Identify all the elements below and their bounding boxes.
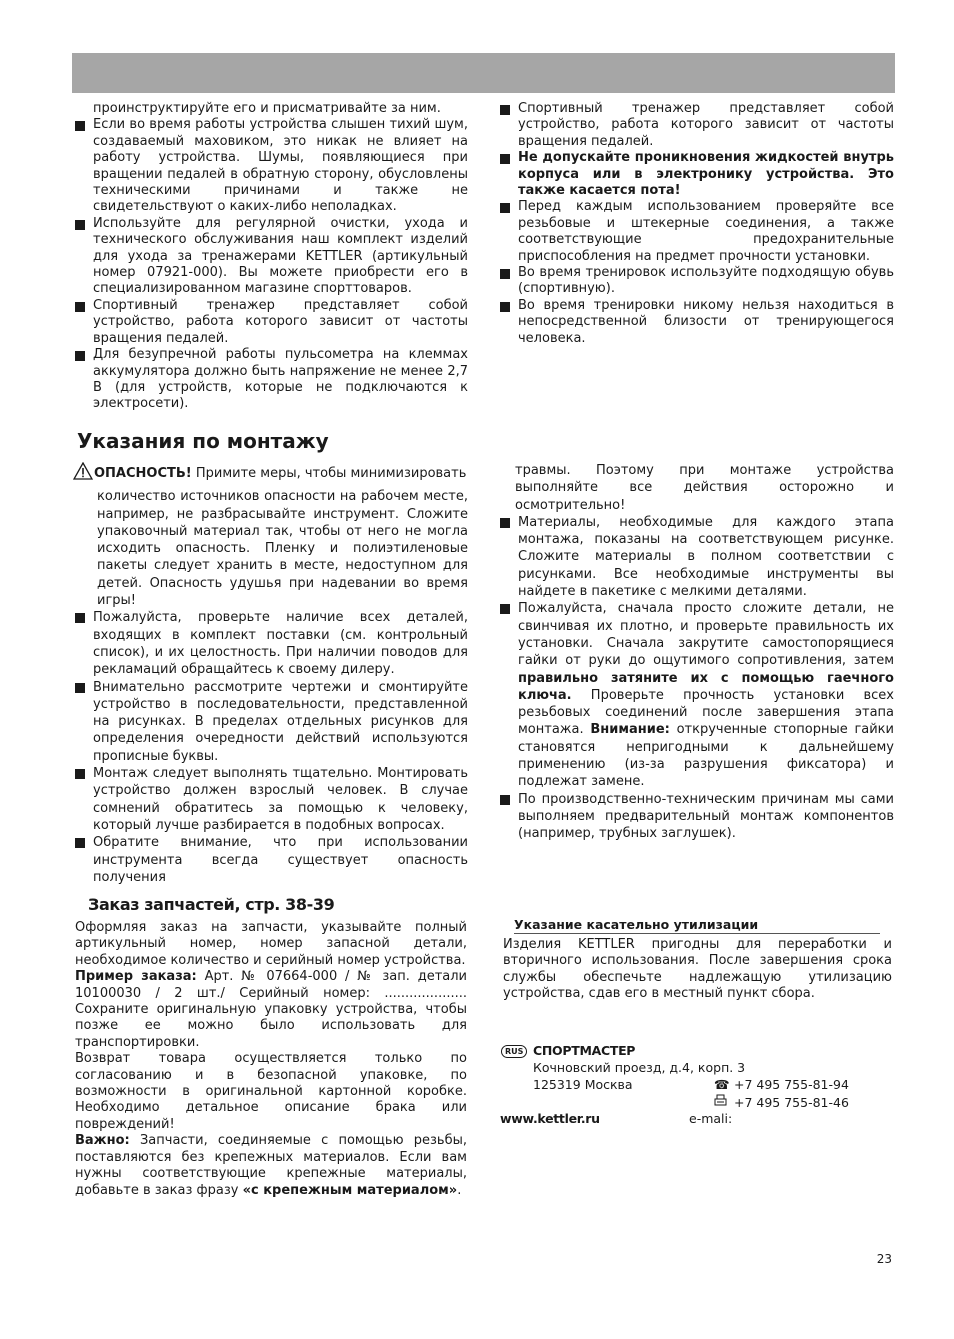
danger-paragraph <box>73 462 468 485</box>
list-item: Монтаж следует выполнять тщательно. Монтировать устройство должен взрослый человек. В случае сомнений обратитесь за помощью к человеку, который лучше разбирается в подобных вопросах. <box>73 765 468 834</box>
list-item: Во время тренировки никому нельзя находиться в непосредственной близости от тренирующегося человека. <box>498 298 894 347</box>
list-item: Используйте для регулярной очистки, ухода и технического обслуживания наш комплект изделий для ухода за тренажерами KETTLER (артикульный номер 07921-000). Вы можете приобрести его в специализированном магазине спорттоваров. <box>73 216 468 298</box>
assembly-title: Указания по монтажу <box>77 429 329 453</box>
danger-label: ОПАСНОСТЬ! <box>94 466 192 481</box>
country-code: RUS <box>501 1045 527 1058</box>
header-bar <box>72 53 895 93</box>
email-label: e-mali: <box>689 1111 733 1126</box>
list-item: Спортивный тренажер представляет собой устройство, работа которого зависит от частоты вращения педалей. <box>498 101 894 150</box>
country-badge <box>501 1042 527 1058</box>
attention-label: Внимание: <box>590 722 670 738</box>
fax-icon <box>714 1094 734 1111</box>
parts-paragraph <box>75 969 467 1051</box>
disposal-text: Изделия KETTLER пригодны для переработки и вторичного использования. После завершения срока службы обеспечьте надлежащую утилизацию устройства, сдав его в местный пункт сбора. <box>503 937 892 1002</box>
bold-text: «с крепежным материалом» <box>242 1182 458 1198</box>
disposal-column <box>503 937 892 1003</box>
company-name: СПОРТМАСТЕР <box>533 1043 636 1058</box>
address-line: 125319 Москва <box>533 1077 633 1092</box>
parts-title: Заказ запчастей, стр. 38-39 <box>88 895 335 914</box>
danger-first-line: Примите меры, чтобы минимизировать <box>191 466 467 481</box>
text-span: Арт. № 07664-000 / № зап. детали 10100030 / 2 шт./ Серийный номер: .................... Сохраните оригинальную упаковку устройства, чтобы позже ее можно было использовать для транспортировки. <box>75 969 467 1050</box>
list-item: Если во время работы устройства слышен тихий шум, создаваемый маховиком, это никак не влияет на работу устройства. Шумы, появляющиеся при вращении педалей в обратную сторону, обусловлены техническими причинами и также не свидетельствуют о каких-либо неполадках. <box>73 117 468 215</box>
list-item <box>498 150 894 199</box>
list-item <box>498 600 894 790</box>
continued-text: травмы. Поэтому при монтаже устройства выполняйте все действия осторожно и осмотрительно! <box>515 463 894 513</box>
assembly-left-column <box>73 462 468 886</box>
disposal-title: Указание касательно утилизации <box>514 917 880 934</box>
warning-triangle-icon <box>73 462 93 485</box>
list-item: По производственно-техническим причинам мы сами выполняем предварительный монтаж компонентов (например, трубных заглушек). <box>498 791 894 843</box>
intro-text: проинструктируйте его и присматривайте за ним. <box>93 101 441 116</box>
list-item: Материалы, необходимые для каждого этапа монтажа, показаны на соответствующем рисунке. Сложите материалы в полном соответствии с рисунками. Все необходимые инструменты вы найдете в пакетике с мелкими деталями. <box>498 514 894 600</box>
list-item: Пожалуйста, проверьте наличие всех деталей, входящих в комплект поставки (см. контрольный список), и их целостность. При наличии поводов для рекламаций обращайтесь к своему дилеру. <box>73 609 468 678</box>
parts-column <box>75 920 467 1199</box>
warning-text: Не допускайте проникновения жидкостей внутрь корпуса или в электронику устройства. Это также касается пота! <box>518 150 894 199</box>
list-item: Перед каждым использованием проверяйте все резьбовые и штекерные соединения, а также соответствующие предохранительные приспособления на предмет прочности установки. <box>498 199 894 265</box>
parts-paragraph <box>75 1133 467 1199</box>
fax-number: +7 495 755-81-46 <box>734 1095 849 1110</box>
phone-row <box>714 1077 849 1093</box>
text-span: открученные стопорные гайки становятся непригодными к дальнейшему применению (из-за разрушения фиксатора) и подлежат замене. <box>518 722 894 790</box>
bold-text: правильно затяните их с помощью гаечного ключа. <box>518 670 894 703</box>
fax-row <box>714 1094 849 1111</box>
parts-paragraph: Возврат товара осуществляется только по согласованию и в безопасной упаковке, по возможности в оригинальной картонной коробке. Необходимо детальное описание брака или повреждений! <box>75 1051 467 1132</box>
phone-number: +7 495 755-81-94 <box>734 1077 849 1092</box>
text-span: . <box>457 1182 462 1198</box>
list-item: Спортивный тренажер представляет собой устройство, работа которого зависит от частоты вращения педалей. <box>73 298 468 347</box>
phone-icon: ☎ <box>714 1077 730 1092</box>
list-item: Внимательно рассмотрите чертежи и смонтируйте устройство в последовательности, представленной на рисунках. В пределах отдельных рисунков для определения очередности действий используются прописные буквы. <box>73 679 468 765</box>
assembly-right-column <box>498 462 894 843</box>
top-left-column <box>73 101 468 413</box>
parts-paragraph: Оформляя заказ на запчасти, указывайте полный артикульный номер, номер запасной детали, необходимое количество и серийный номер устройства. <box>75 920 467 968</box>
example-label: Пример заказа: <box>75 969 197 985</box>
important-label: Важно: <box>75 1133 130 1149</box>
text-span: Пожалуйста, сначала просто сложите детали, не свинчивая их плотно, и проверьте правильность их установки. Сначала закрутите самостопорящиеся гайки от руки до ощутимого сопротивления, затем <box>518 601 894 669</box>
top-right-column <box>498 101 894 347</box>
danger-rest: количество источников опасности на рабочем месте, например, не разбрасывайте инструмент. Сложите упаковочный материал так, чтобы от него не могла исходить опасность. Пленку и полиэтиленовые пакеты следует хранить в месте, недоступном для детей. Опасность удушья при надевании во время игры! <box>97 489 468 609</box>
text-span: Запчасти, соединяемые с помощью резьбы, поставляются без крепежных материалов. Если вам нужны соответствующие крепежные материалы, добавьте в заказ фразу <box>75 1133 467 1198</box>
list-item: Обратите внимание, что при использовании инструмента всегда существует опасность получения <box>73 834 468 886</box>
text-span: Проверьте прочность установки всех резьбовых соединений после завершения этапа монтажа. <box>518 687 894 738</box>
page-number: 23 <box>876 1252 892 1266</box>
list-item: Во время тренировок используйте подходящую обувь (спортивную). <box>498 265 894 298</box>
address-line: Кочновский проезд, д.4, корп. 3 <box>533 1060 746 1075</box>
list-item: Для безупречной работы пульсометра на клеммах аккумулятора должно быть напряжение не менее 2,7 В (для устройств, которые не подключаются к электросети). <box>73 347 468 413</box>
website-link[interactable]: www.kettler.ru <box>500 1111 600 1126</box>
